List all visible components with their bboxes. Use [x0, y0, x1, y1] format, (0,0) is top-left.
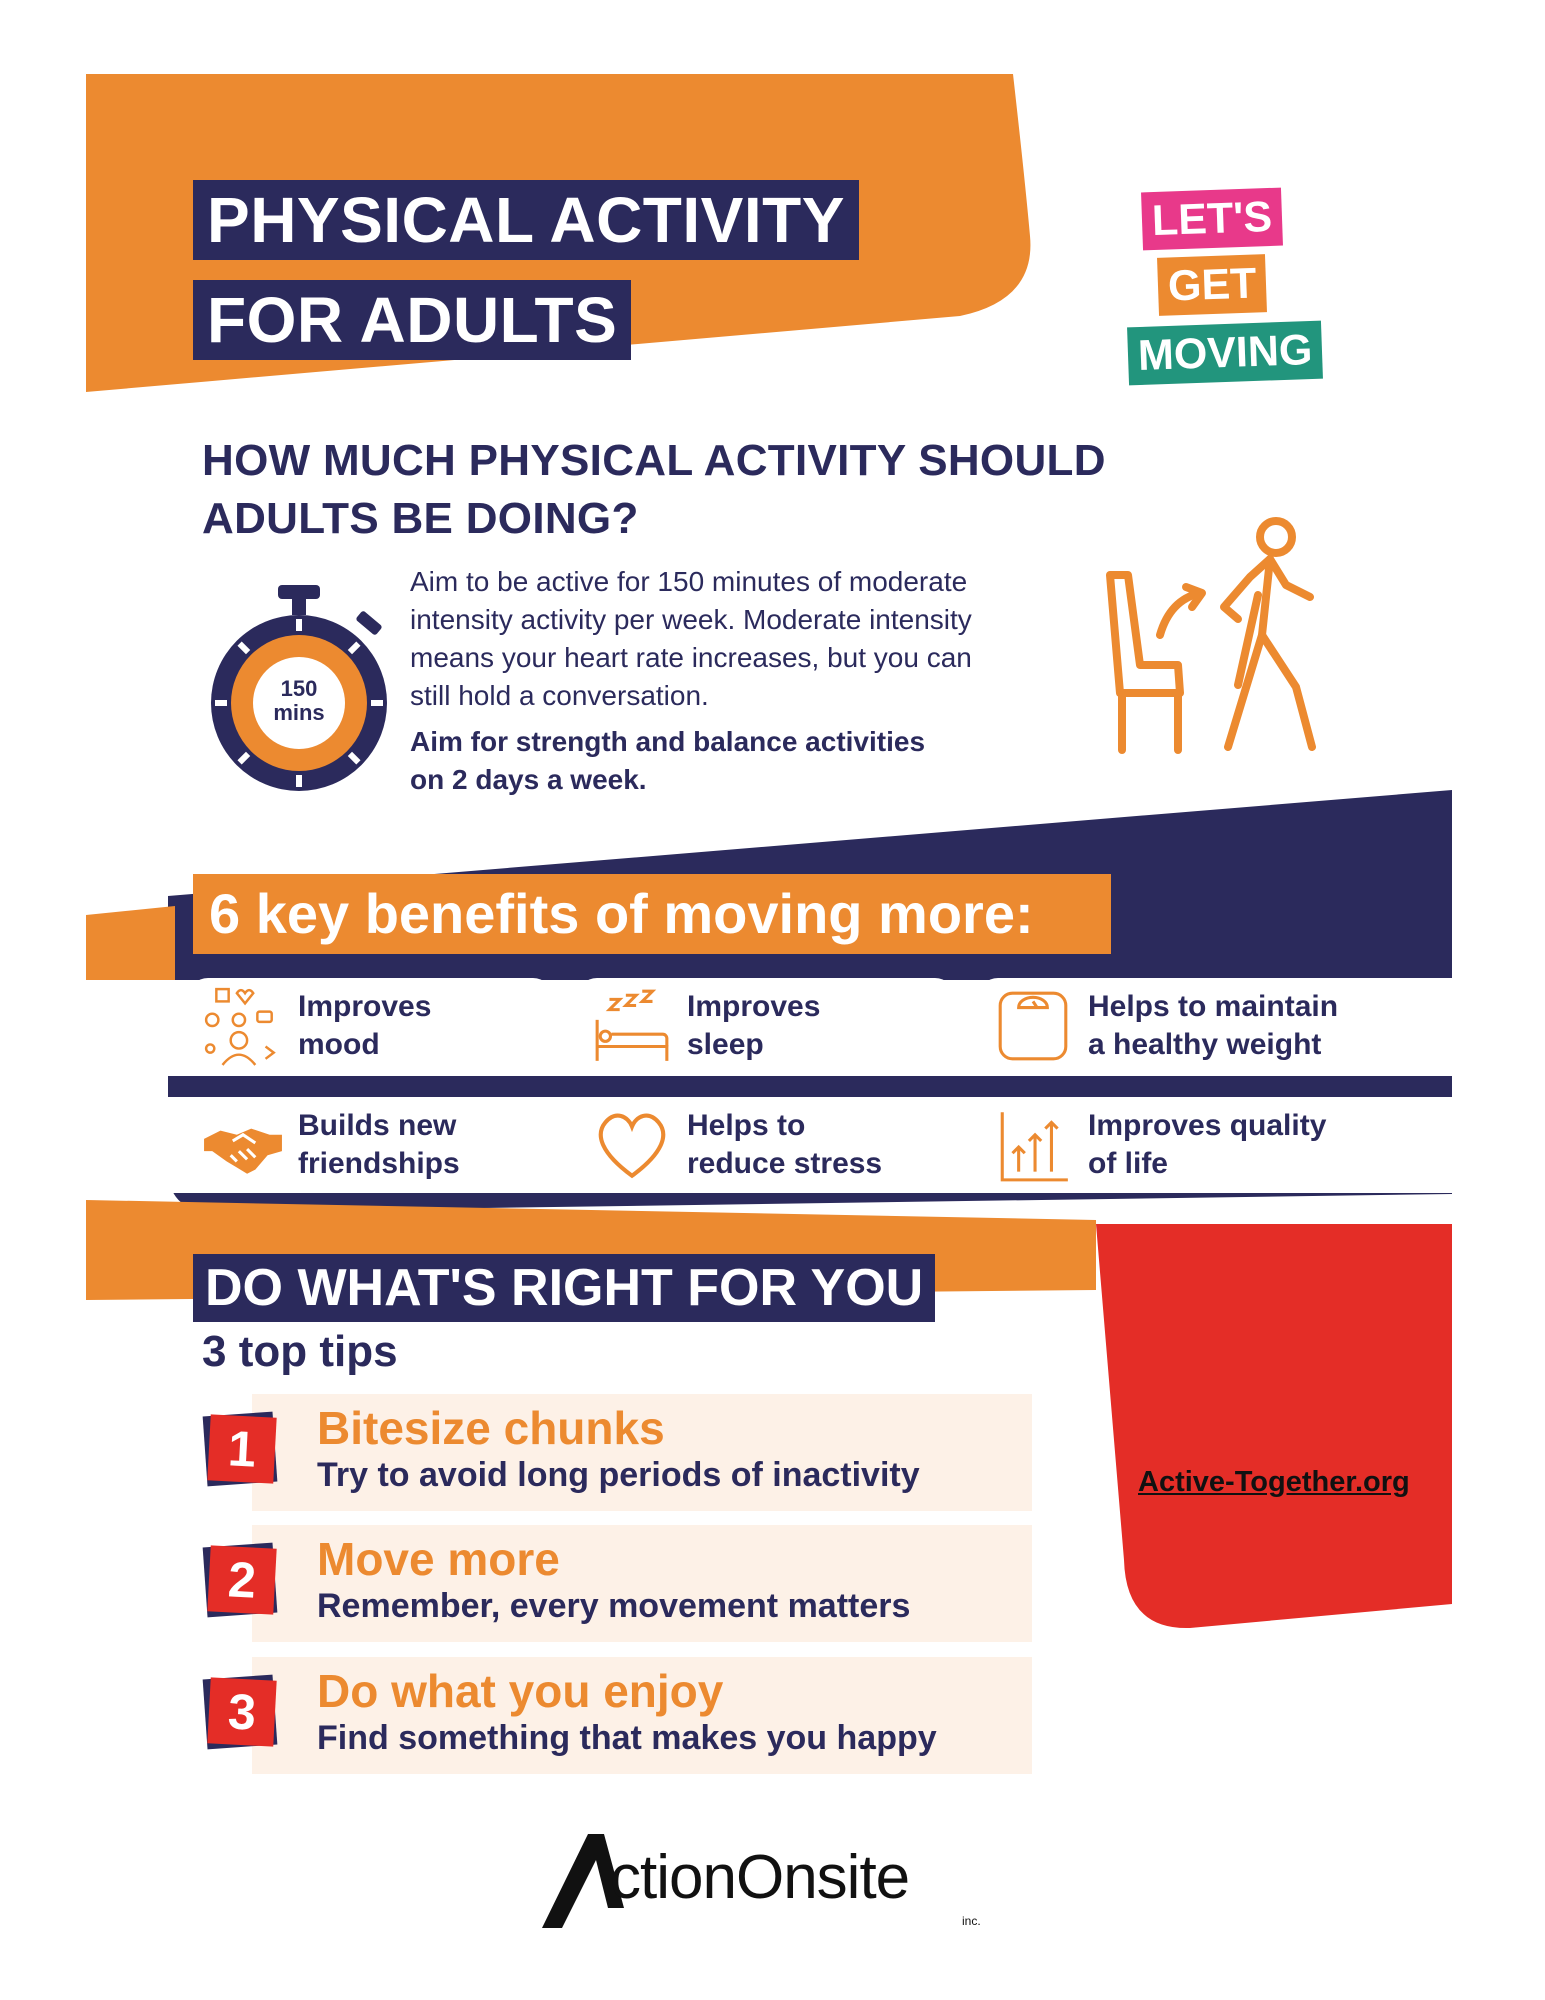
growth-chart-icon: [992, 1104, 1074, 1186]
benefit-card: [577, 1097, 955, 1193]
active-together-link[interactable]: Active-Together.org: [1138, 1466, 1410, 1498]
tips-heading: DO WHAT'S RIGHT FOR YOU: [193, 1254, 935, 1322]
benefit-card: [188, 978, 553, 1074]
page-title-line1: PHYSICAL ACTIVITY: [193, 180, 859, 260]
para-line: Aim to be active for 150 minutes of moderate: [410, 566, 968, 597]
benefit-line1: Builds new: [298, 1109, 457, 1142]
benefit-line2: mood: [298, 1028, 380, 1061]
lets-get-moving-badge: [1137, 190, 1360, 400]
mood-icon: [202, 985, 284, 1067]
page-title-line2: FOR ADULTS: [193, 280, 631, 360]
benefit-line1: Improves: [298, 990, 432, 1023]
badge-moving: MOVING: [1127, 321, 1323, 386]
stopwatch-icon: [196, 585, 406, 795]
bold-line: on 2 days a week.: [410, 764, 647, 795]
activity-description: [410, 563, 1090, 799]
benefit-card: [978, 1097, 1452, 1193]
handshake-icon: [202, 1104, 284, 1186]
logo-text: ctionOnsite: [610, 1843, 910, 1912]
tip-title: Do what you enjoy: [317, 1665, 724, 1717]
logo-suffix: inc.: [962, 1914, 981, 1928]
question-line1: HOW MUCH PHYSICAL ACTIVITY SHOULD: [202, 436, 1106, 485]
benefit-line2: friendships: [298, 1147, 460, 1180]
para-line: intensity activity per week. Moderate intensity: [410, 604, 972, 635]
timer-unit: mins: [273, 700, 325, 725]
actiononsite-logo: [540, 1830, 1020, 1930]
section-question: [202, 432, 1142, 548]
bold-line: Aim for strength and balance activities: [410, 726, 926, 757]
benefit-line1: Improves: [687, 990, 821, 1023]
sleep-icon: [591, 985, 673, 1067]
benefit-line2: of life: [1088, 1147, 1168, 1180]
question-line2: ADULTS BE DOING?: [202, 494, 639, 543]
benefit-line1: Helps to maintain: [1088, 990, 1339, 1023]
tip-desc: Find something that makes you happy: [317, 1719, 937, 1757]
tip-desc: Try to avoid long periods of inactivity: [317, 1456, 920, 1494]
tip-number: 2: [207, 1545, 276, 1614]
timer-value: 150: [280, 676, 318, 701]
tip-number: 1: [207, 1414, 276, 1483]
badge-lets: LET'S: [1141, 188, 1283, 251]
para-line: means your heart rate increases, but you can: [410, 642, 972, 673]
benefit-line1: Helps to: [687, 1109, 806, 1142]
tip-number-badge: [205, 1677, 279, 1751]
badge-get: GET: [1157, 254, 1267, 316]
benefit-line2: reduce stress: [687, 1147, 883, 1180]
benefit-card: [188, 1097, 553, 1193]
tip-number-badge: [205, 1545, 279, 1619]
tip-number: 3: [207, 1677, 276, 1746]
tip-title: Bitesize chunks: [317, 1402, 665, 1454]
benefit-card: [978, 978, 1452, 1074]
benefit-line2: a healthy weight: [1088, 1028, 1322, 1061]
para-line: still hold a conversation.: [410, 680, 709, 711]
heart-icon: [591, 1104, 673, 1186]
tip-desc: Remember, every movement matters: [317, 1587, 911, 1625]
chair-to-walking-person-icon: [1100, 515, 1330, 760]
benefit-card: [577, 978, 955, 1074]
tips-subheading: 3 top tips: [202, 1327, 398, 1376]
benefit-line2: sleep: [687, 1028, 764, 1061]
benefit-line1: Improves quality: [1088, 1109, 1327, 1142]
benefits-heading: 6 key benefits of moving more:: [193, 874, 1111, 954]
tip-number-badge: [205, 1414, 279, 1488]
scale-icon: [992, 985, 1074, 1067]
tip-title: Move more: [317, 1533, 560, 1585]
